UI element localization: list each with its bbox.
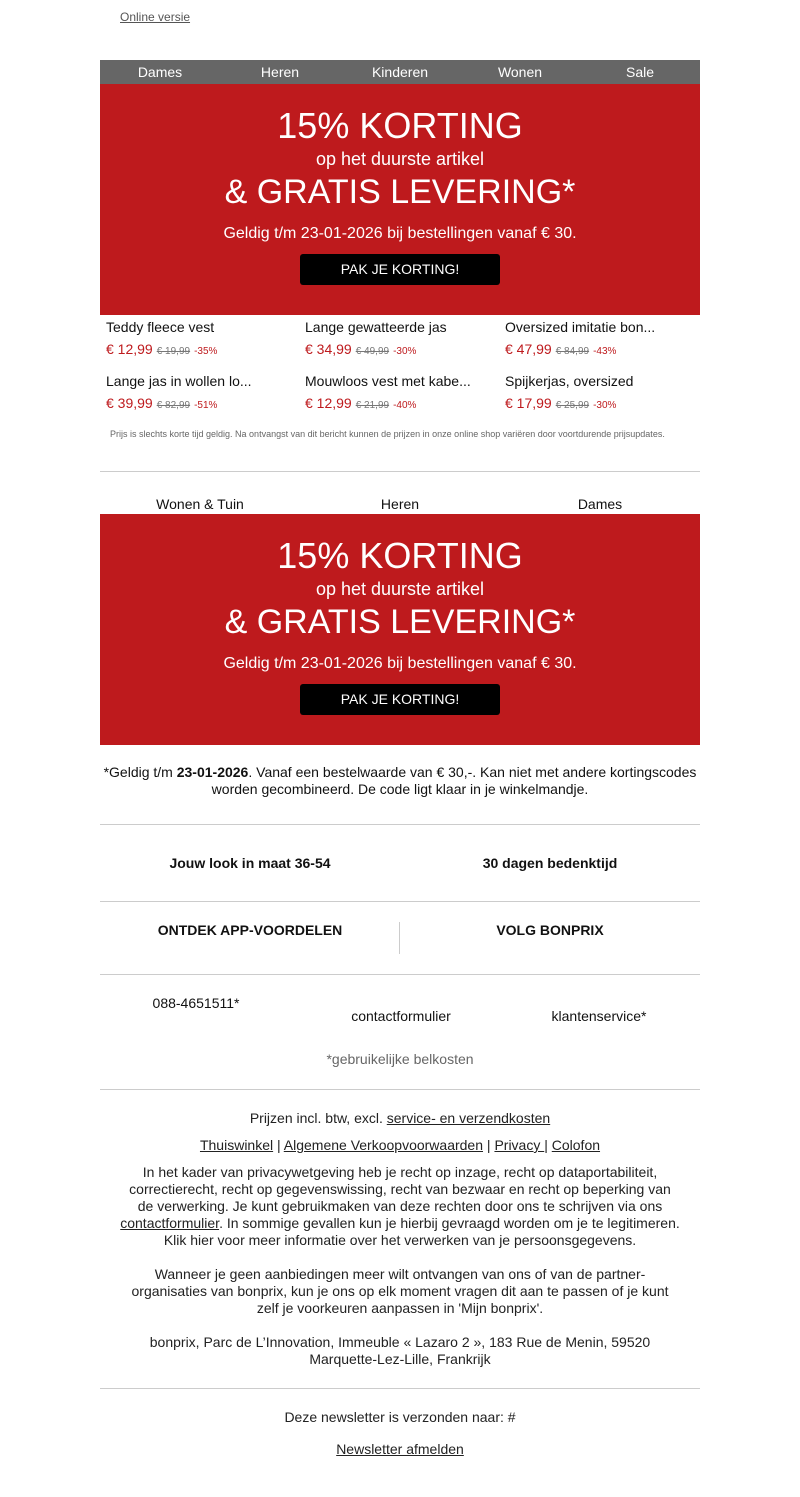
product-price-row xyxy=(106,392,296,417)
product-old-price: € 25,99 xyxy=(555,400,590,411)
banner-headline: 15% KORTING xyxy=(277,105,523,146)
product-card[interactable] xyxy=(305,370,495,417)
banner-free-delivery: & GRATIS LEVERING* xyxy=(224,173,576,211)
divider xyxy=(100,1388,700,1389)
nav-item-heren[interactable]: Heren xyxy=(260,64,300,80)
privacy-text xyxy=(120,1164,680,1249)
unsubscribe-row xyxy=(120,1441,680,1458)
get-discount-button[interactable]: PAK JE KORTING! xyxy=(300,684,500,715)
unsubscribe-link[interactable]: Newsletter afmelden xyxy=(336,1441,464,1457)
product-old-price: € 82,99 xyxy=(156,400,191,411)
optout-text: Wanneer je geen aanbiedingen meer wilt ontvangen van ons of van de partner-organisaties van bonprix, kun je ons op elk moment vragen dit aan te passen of je kunt zelf je voorkeuren aanpassen in 'Mijn bonprix'. xyxy=(131,1266,669,1316)
product-card[interactable] xyxy=(106,316,296,363)
banner-free-delivery: & GRATIS LEVERING* xyxy=(224,603,576,641)
promo-banner[interactable] xyxy=(100,514,700,745)
terms-text xyxy=(100,764,700,798)
product-price: € 34,99 xyxy=(305,341,352,357)
shipping-costs-link[interactable]: service- en verzendkosten xyxy=(386,1110,551,1126)
product-price: € 12,99 xyxy=(106,341,153,357)
product-old-price: € 84,99 xyxy=(555,346,590,357)
privacy-text-3: voor meer informatie over het verwerken van je persoonsgegevens. xyxy=(213,1232,637,1248)
terms-conditions-link[interactable]: Algemene Verkoopvoorwaarden xyxy=(283,1137,484,1153)
product-card[interactable] xyxy=(505,316,695,363)
nav-item-kinderen[interactable]: Kinderen xyxy=(371,64,429,80)
product-name: Oversized imitatie bon... xyxy=(505,319,656,335)
product-price-row xyxy=(505,392,695,417)
banner-headline: 15% KORTING xyxy=(277,535,523,576)
product-old-price: € 19,99 xyxy=(156,346,191,357)
get-discount-button[interactable]: PAK JE KORTING! xyxy=(300,254,500,285)
terms-suffix: . Vanaf een bestelwaarde van € 30,-. Kan niet met andere kortingscodes worden gecombineerd. De code ligt klaar in je winkelmandje. xyxy=(211,764,697,797)
product-price-row xyxy=(305,392,495,417)
product-price: € 39,99 xyxy=(106,395,153,411)
colofon-link[interactable]: Colofon xyxy=(551,1137,601,1153)
banner-validity: Geldig t/m 23-01-2026 bij bestellingen vanaf € 30. xyxy=(223,655,577,672)
product-name: Mouwloos vest met kabe... xyxy=(305,373,471,389)
product-discount: -30% xyxy=(593,400,617,411)
sent-to-note: Deze newsletter is verzonden naar: # xyxy=(284,1409,516,1425)
feature-return: 30 dagen bedenktijd xyxy=(482,855,618,871)
product-discount: -35% xyxy=(194,346,218,357)
product-name: Lange gewatteerde jas xyxy=(305,319,447,335)
divider xyxy=(100,824,700,825)
product-price: € 17,99 xyxy=(505,395,552,411)
nav-item-wonen-tuin[interactable]: Wonen & Tuin xyxy=(156,496,244,512)
privacy-contact-form-link[interactable]: contactformulier xyxy=(120,1215,220,1231)
divider xyxy=(100,901,700,902)
prices-note xyxy=(120,1110,680,1127)
privacy-text-1: In het kader van privacywetgeving heb je recht op inzage, recht op dataportabiliteit, correctierecht, recht op gegevenswissing, recht van bezwaar en recht op beperking van de verwerking. Je kunt gebruikmaken van deze rechten door ons te schrijven via ons xyxy=(129,1164,671,1214)
footer-links: Thuiswinkel | Algemene Verkoopvoorwaarden | Privacy | Colofon xyxy=(199,1137,601,1153)
category-nav xyxy=(100,495,700,513)
terms-date: 23-01-2026 xyxy=(176,764,249,780)
call-cost-note: *gebruikelijke belkosten xyxy=(326,1051,474,1067)
banner-subline: op het duurste artikel xyxy=(315,579,485,599)
price-note: Prijs is slechts korte tijd geldig. Na ontvangst van dit bericht kunnen de prijzen in onze online shop variëren door voortdurende prijsupdates. xyxy=(110,429,665,439)
banner-validity: Geldig t/m 23-01-2026 bij bestellingen vanaf € 30. xyxy=(223,225,577,242)
terms-prefix: *Geldig t/m xyxy=(103,764,177,780)
nav-item-dames[interactable]: Dames xyxy=(577,496,623,512)
company-address: bonprix, Parc de L’Innovation, Immeuble « Lazaro 2 », 183 Rue de Menin, 59520 Marquette-Lez-Lille, Frankrijk xyxy=(149,1334,651,1367)
banner-subline: op het duurste artikel xyxy=(315,149,485,169)
nav-item-wonen[interactable]: Wonen xyxy=(497,64,543,80)
product-old-price: € 21,99 xyxy=(355,400,390,411)
nav-item-sale[interactable]: Sale xyxy=(625,64,655,80)
phone-number[interactable]: 088-4651511* xyxy=(152,995,240,1011)
privacy-here-link[interactable]: hier xyxy=(190,1232,214,1248)
product-price-row xyxy=(305,338,495,363)
product-discount: -40% xyxy=(393,400,417,411)
product-name: Lange jas in wollen lo... xyxy=(106,373,252,389)
product-card[interactable] xyxy=(305,316,495,363)
divider xyxy=(100,471,700,472)
prices-prefix: Prijzen incl. btw, excl. xyxy=(249,1110,387,1126)
online-version-link[interactable]: Online versie xyxy=(120,10,191,24)
product-card[interactable] xyxy=(505,370,695,417)
follow-bonprix-link[interactable]: VOLG BONPRIX xyxy=(496,922,604,938)
customer-service-link[interactable]: klantenservice* xyxy=(551,1008,647,1024)
divider xyxy=(100,974,700,975)
product-price: € 12,99 xyxy=(305,395,352,411)
product-discount: -43% xyxy=(593,346,617,357)
nav-item-dames[interactable]: Dames xyxy=(137,64,183,80)
product-card[interactable] xyxy=(106,370,296,417)
privacy-text-2: . In sommige gevallen kun je hierbij gevraagd worden om je te legitimeren. Klik xyxy=(163,1215,680,1248)
product-price-row xyxy=(106,338,296,363)
thuiswinkel-link[interactable]: Thuiswinkel xyxy=(199,1137,274,1153)
nav-item-heren[interactable]: Heren xyxy=(380,496,420,512)
promo-banner[interactable] xyxy=(100,84,700,315)
divider xyxy=(100,1089,700,1090)
top-nav xyxy=(100,60,700,84)
product-discount: -51% xyxy=(194,400,218,411)
product-name: Teddy fleece vest xyxy=(106,319,215,335)
privacy-link[interactable]: Privacy xyxy=(494,1137,545,1153)
product-name: Spijkerjas, oversized xyxy=(505,373,634,389)
product-price: € 47,99 xyxy=(505,341,552,357)
contact-form-link[interactable]: contactformulier xyxy=(351,1008,451,1024)
feature-sizes: Jouw look in maat 36-54 xyxy=(169,855,331,871)
product-price-row xyxy=(505,338,695,363)
product-discount: -30% xyxy=(393,346,417,357)
app-benefits-link[interactable]: ONTDEK APP-VOORDELEN xyxy=(157,922,343,938)
product-old-price: € 49,99 xyxy=(355,346,390,357)
